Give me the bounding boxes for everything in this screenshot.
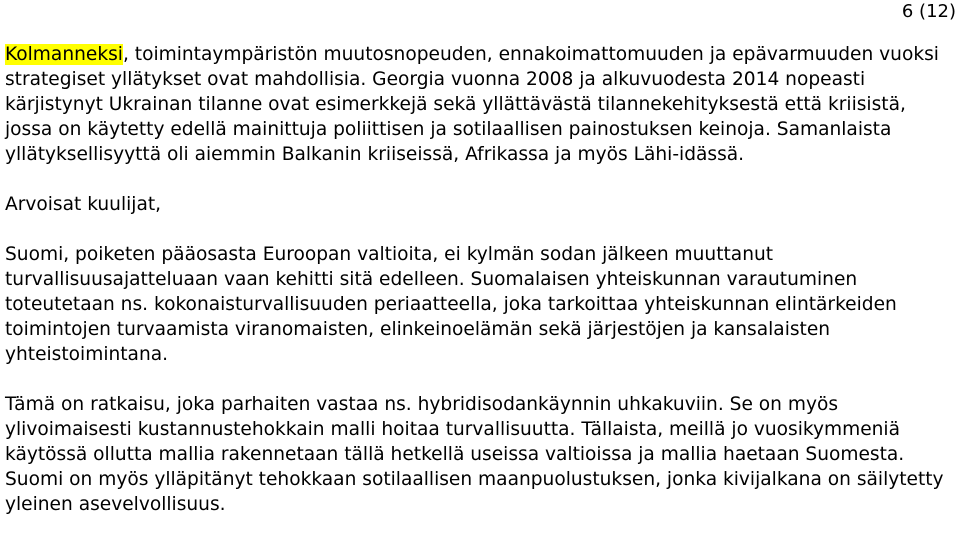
paragraph-strategic-surprises: [5, 42, 950, 167]
page-number: 6 (12): [901, 1, 956, 22]
paragraph-hybrid-warfare: Tämä on ratkaisu, joka parhaiten vastaa ns. hybridisodankäynnin uhkakuviin. Se on myös ylivoimaisesti kustannustehokkain malli hoitaa turvallisuutta. Tällaista, meillä jo vuosikymmeniä käytössä ollutta mallia rakennetaan tällä hetkellä useissa valtioissa ja mallia haetaan Suomesta. Suomi on myös ylläpitänyt tehokkaan sotilaallisen maanpuolustuksen, jonka kivijalkana on säilytetty yleinen asevelvollisuus.: [5, 394, 944, 515]
paragraph-comprehensive-security: Suomi, poiketen pääosasta Euroopan valtioita, ei kylmän sodan jälkeen muuttanut turvallisuusajatteluaan vaan kehitti sitä edelleen. Suomalaisen yhteiskunnan varautuminen toteutetaan ns. kokonaisturvallisuuden periaatteella, joka tarkoittaa yhteiskunnan elintärkeiden toimintojen turvaamista viranomaisten, elinkeinoelämän sekä järjestöjen ja kansalaisten yhteistoimintana.: [5, 244, 897, 365]
highlighted-word: Kolmanneksi: [5, 44, 123, 65]
paragraph-text: , toimintaympäristön muutosnopeuden, ennakoimattomuuden ja epävarmuuden vuoksi strategiset yllätykset ovat mahdollisia. Georgia vuonna 2008 ja alkuvuodesta 2014 nopeasti kärjistynyt Ukrainan tilanne ovat esimerkkejä sekä yllättävästä tilannekehityksestä että kriisistä, jossa on käytetty edellä mainittuja poliittisen ja sotilaallisen painostuksen keinoja. Samanlaista yllätyksellisyyttä oli aiemmin Balkanin kriiseissä, Afrikassa ja myös Lähi-idässä.: [5, 44, 939, 165]
paragraph-salutation: Arvoisat kuulijat,: [5, 194, 162, 215]
document-body: [5, 42, 950, 517]
